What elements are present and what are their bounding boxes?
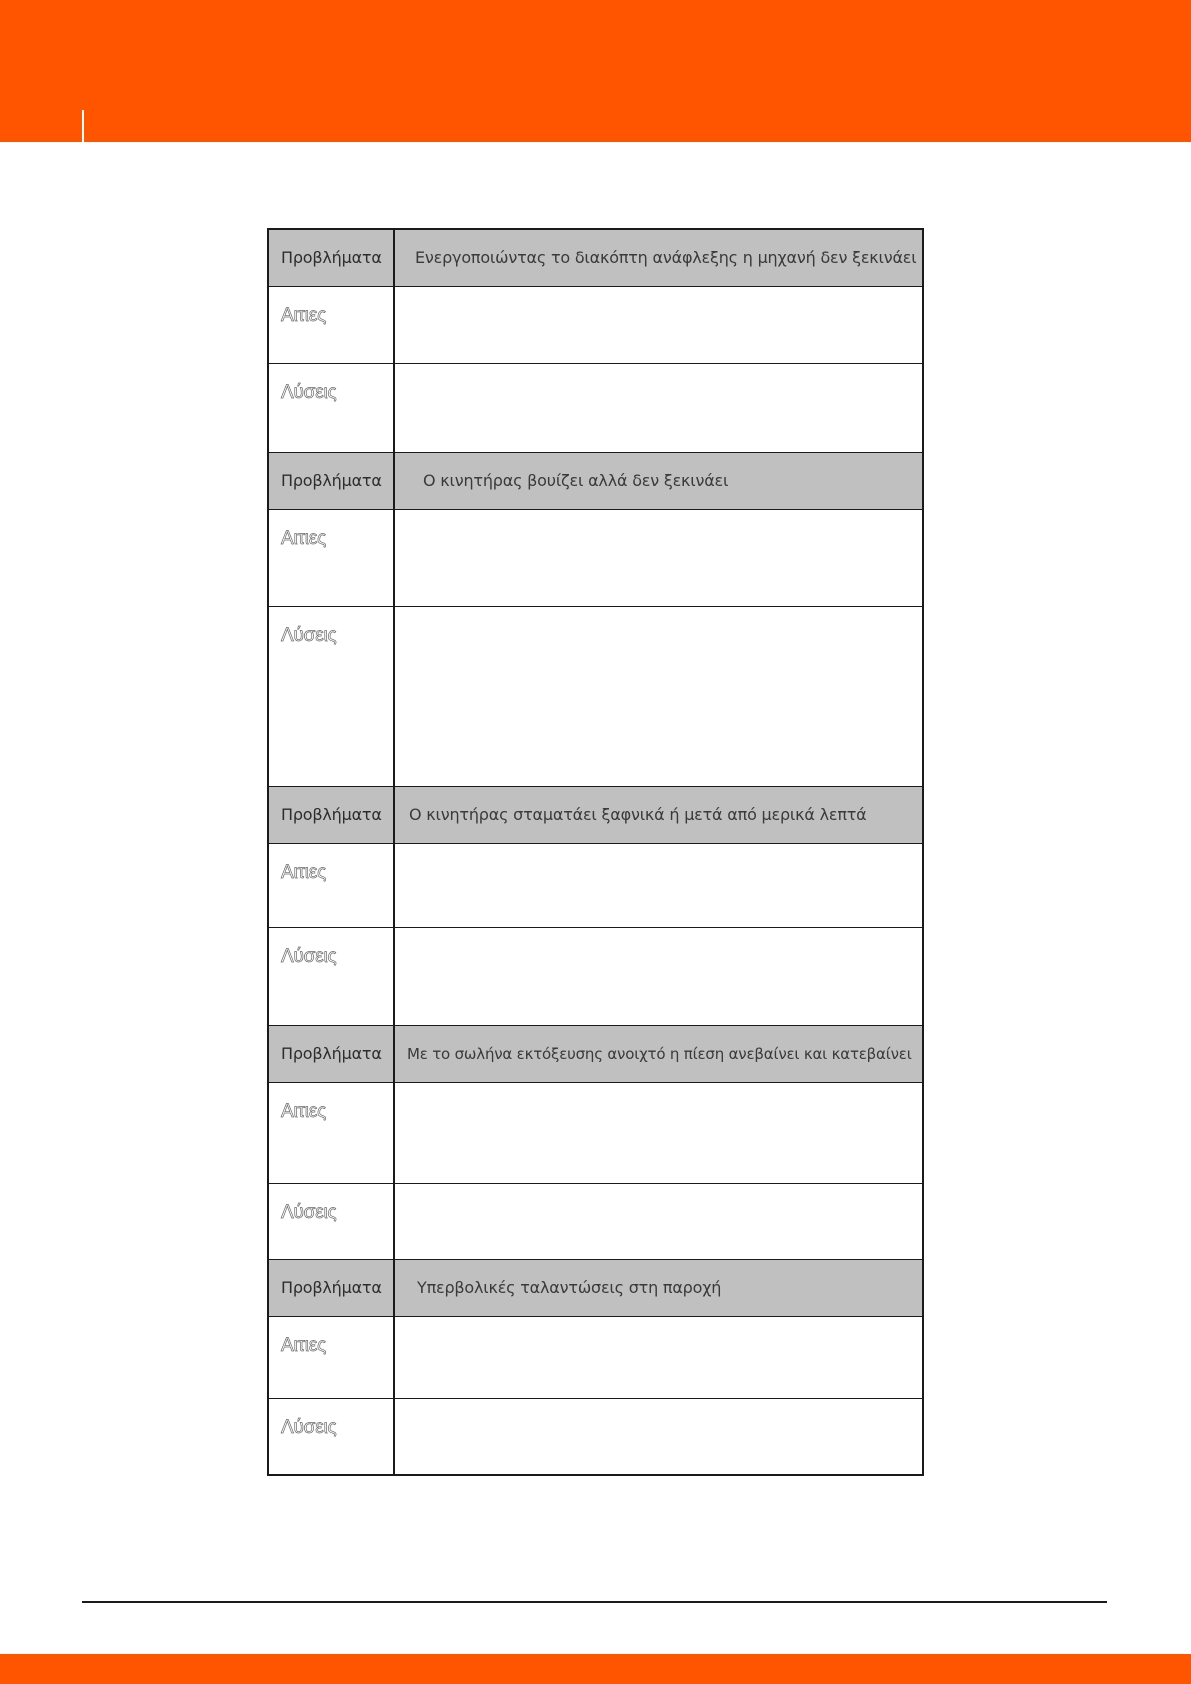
solutions-content-cell bbox=[394, 364, 923, 453]
problem-title-cell bbox=[394, 787, 923, 844]
problem-title-cell bbox=[394, 453, 923, 510]
causes-label: Αιτιες bbox=[281, 1101, 327, 1122]
causes-content-cell bbox=[394, 287, 923, 364]
problem-label-cell bbox=[268, 787, 394, 844]
problem-title-cell bbox=[394, 229, 923, 287]
solutions-content-cell bbox=[394, 607, 923, 787]
solutions-label-cell bbox=[268, 607, 394, 787]
causes-label: Αιτιες bbox=[281, 1335, 327, 1356]
causes-content-cell bbox=[394, 510, 923, 607]
footer-divider bbox=[82, 1601, 1107, 1603]
solutions-label: Λύσεις bbox=[281, 1202, 337, 1223]
solutions-label-cell bbox=[268, 1399, 394, 1475]
causes-content-cell bbox=[394, 1317, 923, 1399]
problem-title: Ο κινητήρας σταματάει ξαφνικά ή μετά από μερικά λεπτά bbox=[409, 805, 867, 824]
problem-label-cell bbox=[268, 1260, 394, 1317]
problem-label: Προβλήματα bbox=[281, 471, 382, 490]
problem-label-cell bbox=[268, 229, 394, 287]
header-band bbox=[0, 0, 1191, 142]
problem-title-cell bbox=[394, 1026, 923, 1083]
problem-title: Με το σωλήνα εκτόξευσης ανοιχτό η πίεση ανεβαίνει και κατεβαίνει bbox=[407, 1045, 912, 1063]
solutions-content-cell bbox=[394, 1184, 923, 1260]
solutions-row bbox=[268, 1184, 923, 1260]
causes-content-cell bbox=[394, 844, 923, 928]
problem-title: Ο κινητήρας βουίζει αλλά δεν ξεκινάει bbox=[423, 471, 729, 490]
solutions-content-cell bbox=[394, 1399, 923, 1475]
problem-label: Προβλήματα bbox=[281, 1044, 382, 1063]
solutions-label-cell bbox=[268, 1184, 394, 1260]
problem-row bbox=[268, 229, 923, 287]
solutions-label: Λύσεις bbox=[281, 1417, 337, 1438]
solutions-label-cell bbox=[268, 928, 394, 1026]
solutions-label: Λύσεις bbox=[281, 946, 337, 967]
problem-row bbox=[268, 787, 923, 844]
problem-row bbox=[268, 1026, 923, 1083]
causes-label-cell bbox=[268, 844, 394, 928]
problem-label-cell bbox=[268, 453, 394, 510]
causes-label: Αιτιες bbox=[281, 862, 327, 883]
causes-content-cell bbox=[394, 1083, 923, 1184]
problem-label: Προβλήματα bbox=[281, 805, 382, 824]
causes-row bbox=[268, 510, 923, 607]
problem-title: Υπερβολικές ταλαντώσεις στη παροχή bbox=[417, 1278, 722, 1297]
solutions-label-cell bbox=[268, 364, 394, 453]
causes-row bbox=[268, 1317, 923, 1399]
causes-label: Αιτιες bbox=[281, 528, 327, 549]
causes-row bbox=[268, 844, 923, 928]
causes-label-cell bbox=[268, 287, 394, 364]
solutions-row bbox=[268, 607, 923, 787]
problem-row bbox=[268, 1260, 923, 1317]
problem-row bbox=[268, 453, 923, 510]
troubleshooting-table bbox=[267, 228, 924, 1476]
solutions-content-cell bbox=[394, 928, 923, 1026]
header-tick-mark bbox=[82, 110, 84, 142]
problem-title-cell bbox=[394, 1260, 923, 1317]
problem-label: Προβλήματα bbox=[281, 248, 382, 267]
solutions-row bbox=[268, 1399, 923, 1475]
solutions-row bbox=[268, 928, 923, 1026]
problem-label: Προβλήματα bbox=[281, 1278, 382, 1297]
causes-label-cell bbox=[268, 510, 394, 607]
causes-label: Αιτιες bbox=[281, 305, 327, 326]
footer-band bbox=[0, 1654, 1191, 1684]
causes-label-cell bbox=[268, 1317, 394, 1399]
causes-row bbox=[268, 1083, 923, 1184]
solutions-label: Λύσεις bbox=[281, 382, 337, 403]
problem-title: Ενεργοποιώντας το διακόπτη ανάφλεξης η μηχανή δεν ξεκινάει bbox=[415, 248, 917, 267]
causes-label-cell bbox=[268, 1083, 394, 1184]
problem-label-cell bbox=[268, 1026, 394, 1083]
causes-row bbox=[268, 287, 923, 364]
solutions-label: Λύσεις bbox=[281, 625, 337, 646]
solutions-row bbox=[268, 364, 923, 453]
